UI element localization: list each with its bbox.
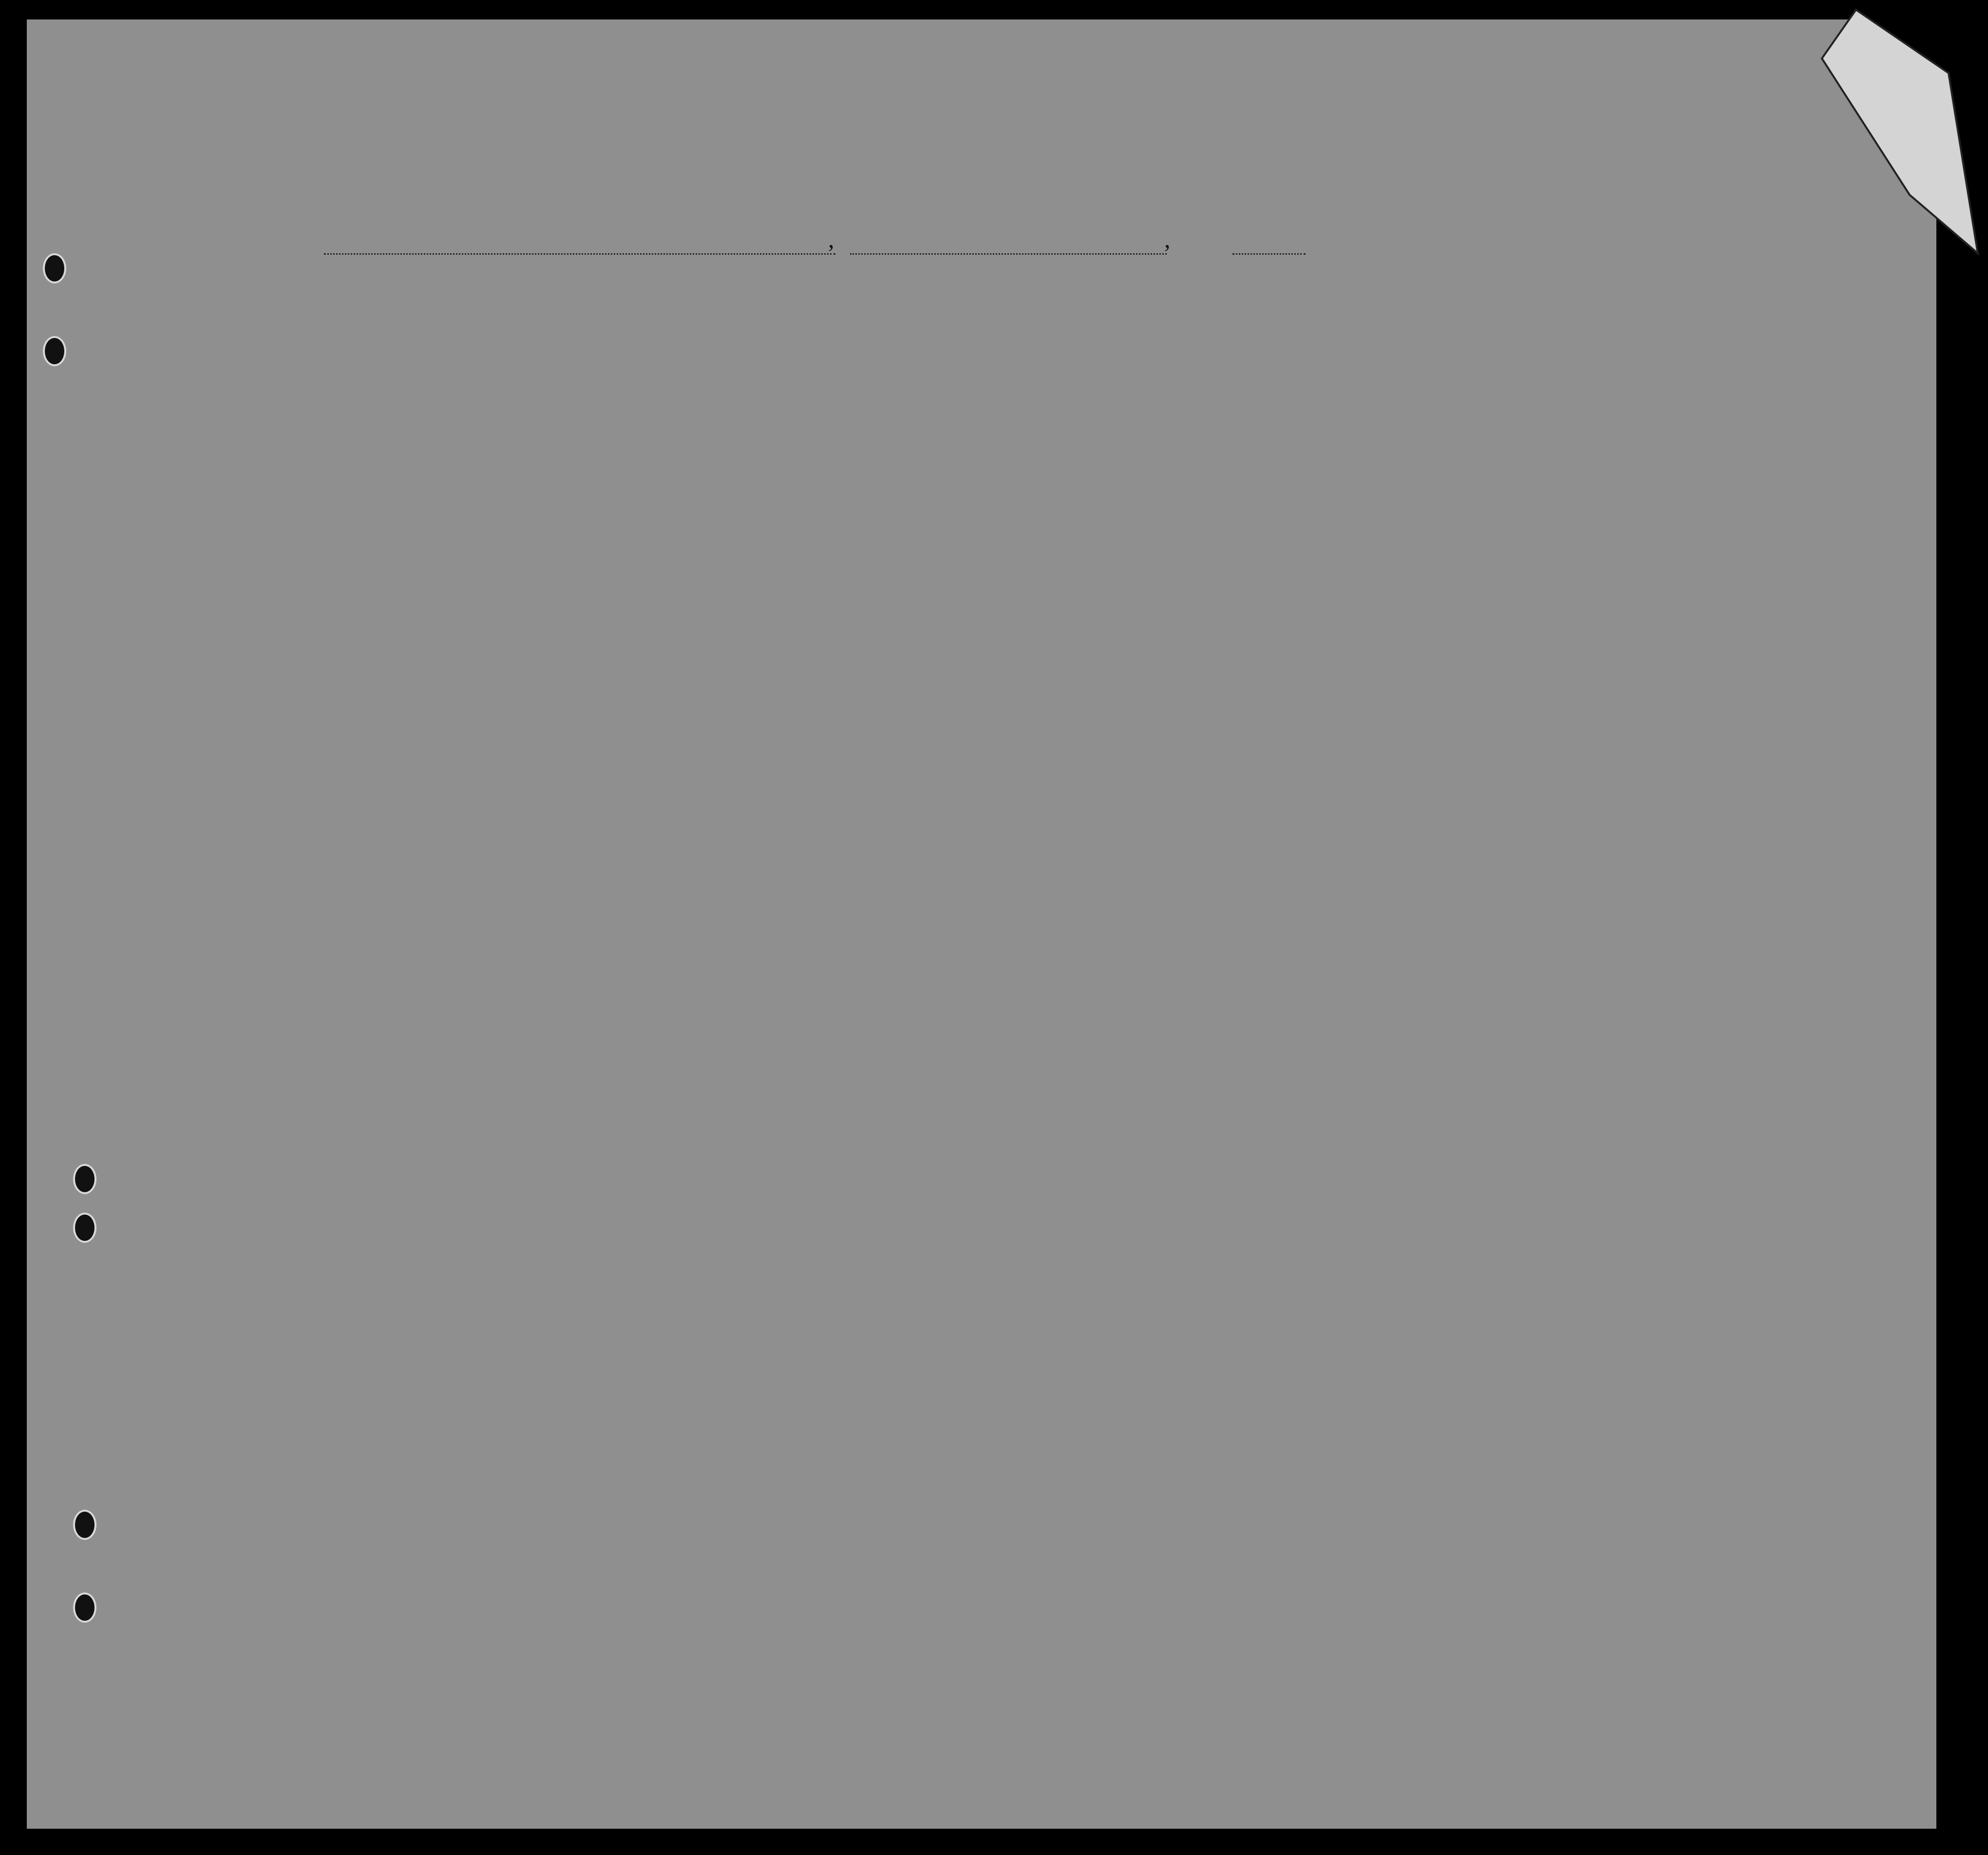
punch-hole (43, 253, 66, 283)
punch-hole (73, 1213, 96, 1243)
punch-hole (73, 1510, 96, 1540)
punch-hole (43, 336, 66, 366)
punch-hole (73, 1593, 96, 1623)
punch-hole (73, 1164, 96, 1194)
folded-corner (1793, 0, 1988, 273)
manifest-table (30, 265, 1920, 1687)
